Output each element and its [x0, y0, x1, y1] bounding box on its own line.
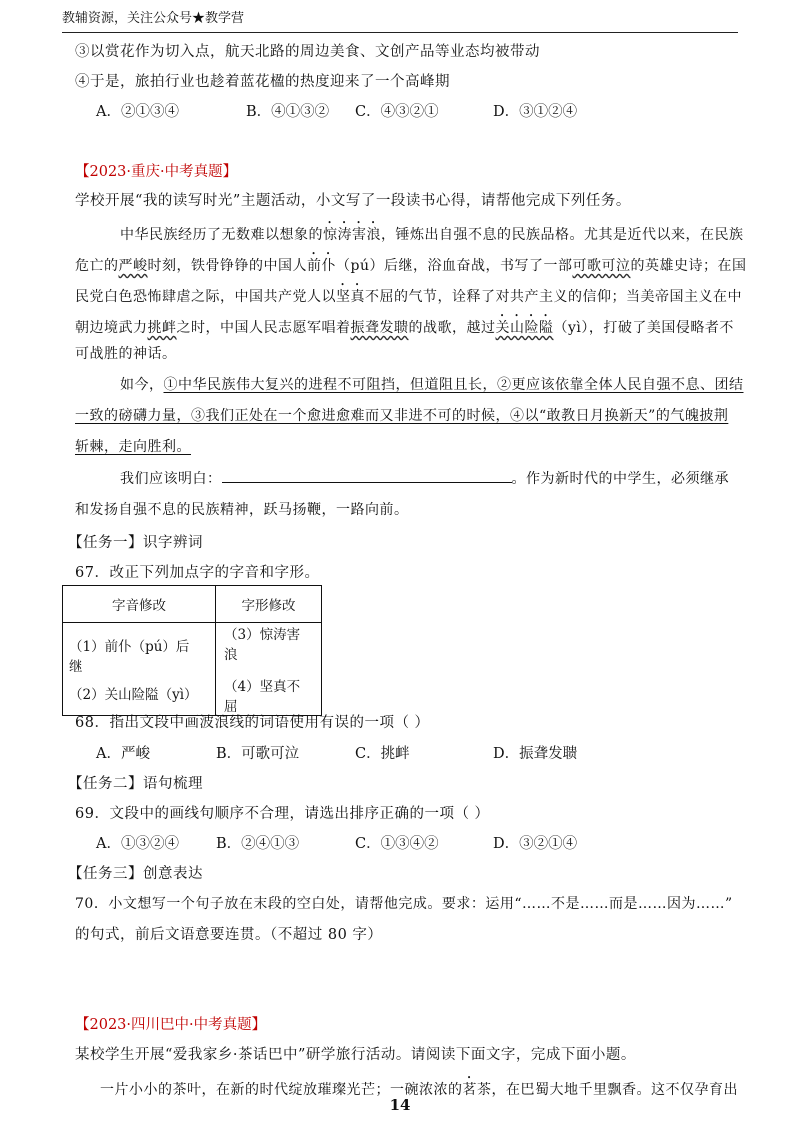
- q68-option-d: D．振聋发聩: [493, 746, 578, 762]
- passage-line: 可战胜的神话。: [75, 346, 177, 362]
- question-67: 67．改正下列加点字的字音和字形。: [75, 565, 320, 581]
- prev-option-c: C．④③②①: [355, 104, 439, 120]
- section-tag: 【2023·重庆·中考真题】: [75, 164, 238, 180]
- passage-line: 中华民族经历了无数难以想象的惊涛害浪，锤炼出自强不息的民族品格。尤其是近代以来，在民族: [120, 227, 744, 243]
- q69-option-b: B．②④①③: [216, 836, 300, 852]
- task-2-heading: 【任务二】语句梳理: [68, 776, 203, 792]
- passage-line: 斩棘，走向胜利。: [75, 439, 191, 455]
- q69-option-c: C．①③④②: [355, 836, 439, 852]
- page-header: 教辅资源，关注公众号★教学营: [62, 6, 738, 33]
- question-70-cont: 的句式，前后文语意要连贯。（不超过 80 字）: [75, 927, 383, 943]
- answer-blank[interactable]: [222, 468, 512, 483]
- passage-line: 一致的磅礴力量，③我们正处在一个愈进愈难而又非进不可的时候，④以“敢教日月换新天”的气魄披荆: [75, 408, 729, 424]
- question-70: 70．小文想写一个句子放在末段的空白处，请帮他完成。要求：运用“……不是……而是……因为……”: [75, 896, 733, 912]
- prev-option-d: D．③①②④: [493, 104, 578, 120]
- q68-option-b: B．可歌可泣: [216, 746, 300, 762]
- q69-option-d: D．③②①④: [493, 836, 578, 852]
- q69-option-a: A．①③②④: [96, 836, 179, 852]
- prev-option-a: A．②①③④: [96, 104, 179, 120]
- passage-line: 民党白色恐怖肆虐之际，中国共产党人以坚真不屈的气节，诠释了对共产主义的信仰；当美帝国主义在中: [75, 289, 742, 305]
- passage-line: 和发扬自强不息的民族精神，跃马扬鞭，一路向前。: [75, 502, 409, 518]
- passage-line: 朝边境武力挑衅之时，中国人民志愿军唱着振聋发聩的战歌，越过关山险隘（yì），打破了美国侵略者不: [75, 320, 734, 336]
- task-3-heading: 【任务三】创意表达: [68, 866, 203, 882]
- prev-option-b: B．④①③②: [246, 104, 330, 120]
- question-68: 68．指出文段中画波浪线的词语使用有误的一项（ ）: [75, 715, 430, 731]
- task-1-heading: 【任务一】识字辨词: [68, 535, 203, 551]
- q68-option-c: C．挑衅: [355, 746, 410, 762]
- prev-item-3: ③以赏花作为切入点，航天北路的周边美食、文创产品等业态均被带动: [75, 44, 540, 60]
- table-cell: （3）惊涛害浪 （4）坚真不屈: [216, 623, 322, 716]
- section-intro: 学校开展“我的读写时光”主题活动，小文写了一段读书心得，请帮他完成下列任务。: [75, 193, 631, 209]
- table-cell: （1）前仆（pú）后 继 （2）关山险隘（yì）: [63, 623, 216, 716]
- page-number: 14: [389, 1096, 411, 1114]
- q68-option-a: A．严峻: [96, 746, 150, 762]
- table-header: 字形修改: [216, 586, 322, 623]
- section-tag: 【2023·四川巴中·中考真题】: [75, 1017, 267, 1033]
- passage-line: 我们应该明白： 。作为新时代的中学生，必须继承: [120, 468, 729, 488]
- correction-table: [62, 585, 322, 716]
- table-header: 字音修改: [63, 586, 216, 623]
- question-69: 69．文段中的画线句顺序不合理，请选出排序正确的一项（ ）: [75, 806, 490, 822]
- passage-line: 如今，①中华民族伟大复兴的进程不可阻挡，但道阻且长，②更应该依靠全体人民自强不息、团结: [120, 377, 744, 393]
- passage-line: 一片小小的茶叶，在新的时代绽放璀璨光芒；一碗浓浓的茗茶，在巴蜀大地千里飘香。这不仅孕育出: [100, 1082, 738, 1098]
- prev-item-4: ④于是，旅拍行业也趁着蓝花楹的热度迎来了一个高峰期: [75, 74, 450, 90]
- section-intro: 某校学生开展“爱我家乡·茶话巴中”研学旅行活动。请阅读下面文字，完成下面小题。: [75, 1047, 636, 1063]
- passage-line: 危亡的严峻时刻，铁骨铮铮的中国人前仆（pú）后继，浴血奋战，书写了一部可歌可泣的英雄史诗；在国: [75, 258, 747, 274]
